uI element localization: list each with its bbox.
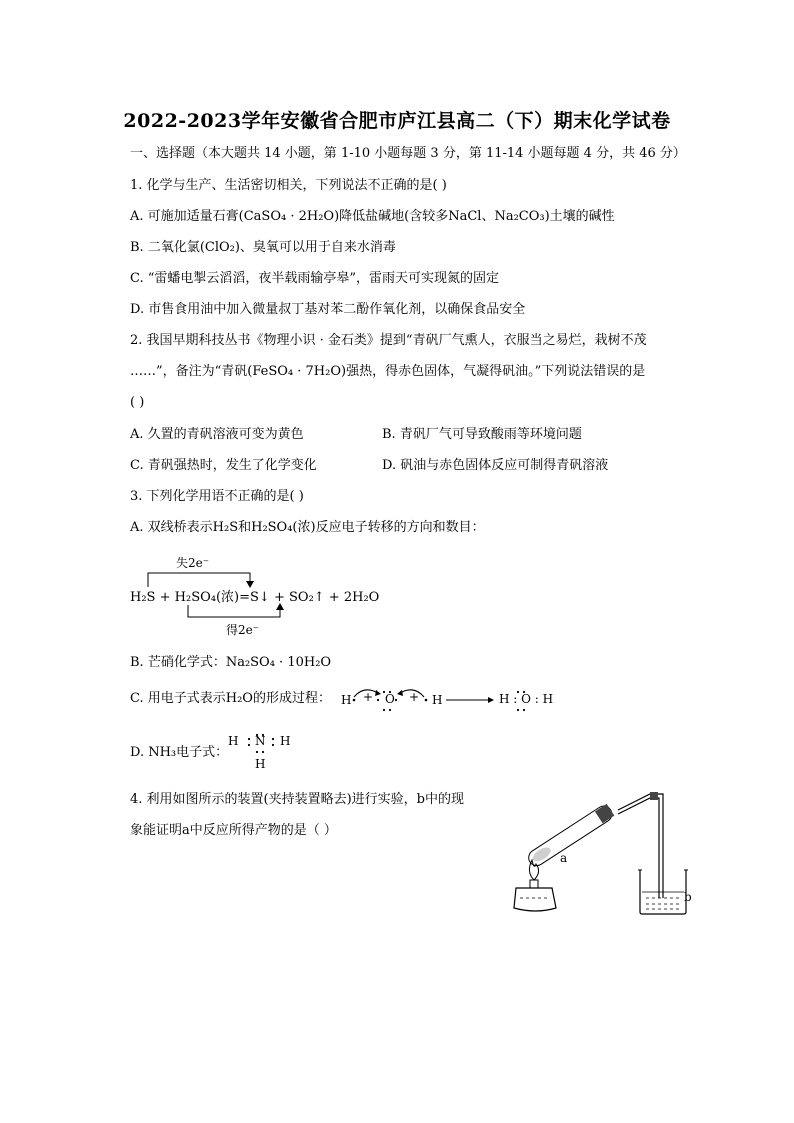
q3-option-c-label: C. 用电子式表示H₂O的形成过程： bbox=[130, 691, 331, 706]
eq-plus-3: + bbox=[324, 590, 344, 605]
q2-stem-line1: 2. 我国早期科技丛书《物理小识 · 金石类》提到“青矾厂气熏人，衣服当之易烂，栽树不茂 bbox=[130, 333, 647, 348]
nh3-h-bottom: H bbox=[255, 757, 266, 771]
q1-option-b: B. 二氧化氯(ClO₂)、臭氧可以用于自来水消毒 bbox=[130, 240, 396, 255]
q1-option-d: D. 市售食用油中加入微量叔丁基对苯二酚作氧化剂，以确保食品安全 bbox=[130, 302, 526, 317]
experiment-apparatus bbox=[500, 780, 710, 920]
c-water-result: H : O : H bbox=[499, 692, 554, 706]
eq-plus-2: + bbox=[269, 590, 289, 605]
nh3-n: N bbox=[255, 734, 266, 748]
c-h-right: H bbox=[432, 693, 443, 707]
q1-option-c: C. “雷蟠电掣云滔滔，夜半载雨输亭皋”，雷雨天可实现氮的固定 bbox=[130, 271, 500, 286]
nh3-h-right: H bbox=[280, 734, 291, 748]
eq-h2o: 2H₂O bbox=[343, 590, 380, 605]
nh3-electron-formula bbox=[228, 732, 298, 776]
c-plus-2: + bbox=[409, 690, 420, 704]
nh3-h-left: H bbox=[228, 734, 239, 748]
q1-option-a: A. 可施加适量石膏(CaSO₄ · 2H₂O)降低盐碱地(含较多NaCl、Na₂CO₃)土壤的碱性 bbox=[130, 209, 615, 224]
c-plus-1: + bbox=[363, 690, 374, 704]
eq-plus-1: + bbox=[155, 590, 175, 605]
test-tube bbox=[526, 803, 615, 869]
q2-stem-line2: ……”，备注为“青矾(FeSO₄ · 7H₂O)强热，得赤色固体，气凝得矾油。”下列说法错误的是 bbox=[130, 364, 646, 379]
q3-option-b: B. 芒硝化学式：Na₂SO₄ · 10H₂O bbox=[130, 655, 332, 670]
q4-stem-line2: 象能证明a中反应所得产物的是（ ） bbox=[130, 823, 337, 838]
label-a: a bbox=[560, 851, 568, 865]
c-o: O bbox=[385, 692, 395, 706]
q3-option-a: A. 双线桥表示H₂S和H₂SO₄(浓)反应电子转移的方向和数目： bbox=[130, 520, 485, 535]
equation-formula bbox=[130, 586, 379, 605]
q2-option-b: B. 青矾厂气可导致酸雨等环境问题 bbox=[382, 427, 582, 442]
page-title: 2022-2023学年安徽省合肥市庐江县高二（下）期末化学试卷 bbox=[123, 110, 671, 132]
lose-electrons-label: 失2e⁻ bbox=[176, 556, 210, 570]
eq-h2s: H₂S bbox=[130, 590, 156, 605]
q2-stem-line3: ( ) bbox=[130, 395, 145, 410]
label-b: b bbox=[684, 890, 692, 904]
q2-option-a: A. 久置的青矾溶液可变为黄色 bbox=[130, 427, 304, 442]
c-h-left: H bbox=[341, 693, 352, 707]
eq-equals: = bbox=[239, 590, 251, 605]
eq-s: S↓ bbox=[250, 590, 270, 605]
q1-stem: 1. 化学与生产、生活密切相关，下列说法不正确的是( ) bbox=[130, 178, 447, 193]
q2-option-c: C. 青矾强热时，发生了化学变化 bbox=[130, 458, 317, 473]
section-heading: 一、选择题（本大题共 14 小题，第 1-10 小题每题 3 分，第 11-14 小题每题 4 分，共 46 分） bbox=[130, 146, 686, 161]
q3-option-d-label: D. NH₃电子式： bbox=[130, 745, 229, 760]
q3-stem: 3. 下列化学用语不正确的是( ) bbox=[130, 489, 304, 504]
q2-option-d: D. 矾油与赤色固体反应可制得青矾溶液 bbox=[382, 458, 609, 473]
eq-h2so4: H₂SO₄(浓) bbox=[174, 590, 240, 605]
apparatus-drawing bbox=[500, 780, 710, 920]
eq-so2: SO₂↑ bbox=[289, 590, 325, 605]
double-bridge-equation bbox=[130, 553, 380, 643]
q4-stem-line1: 4. 利用如图所示的装置(夹持装置略去)进行实验，b中的现 bbox=[130, 792, 465, 807]
gain-electrons-label: 得2e⁻ bbox=[226, 623, 260, 637]
